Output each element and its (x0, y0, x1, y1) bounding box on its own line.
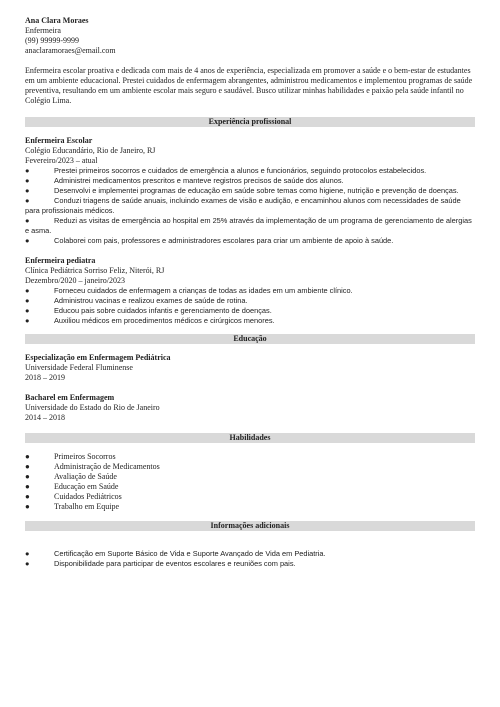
job-title: Enfermeira pediatra (25, 256, 96, 265)
section-header-education: Educação (25, 334, 475, 344)
degree-title: Bacharel em Enfermagem (25, 393, 115, 402)
candidate-phone: (99) 99999-9999 (25, 36, 79, 45)
job-dates: Fevereiro/2023 – atual (25, 156, 98, 165)
education-entry (25, 393, 475, 423)
education-dates: 2014 – 2018 (25, 413, 65, 422)
job-place: Clínica Pediátrica Sorriso Feliz, Niterói, RJ (25, 266, 165, 275)
section-header-additional: Informações adicionais (25, 521, 475, 531)
resume-header (25, 16, 475, 56)
bullet-icon: ● (25, 559, 30, 568)
bullet-icon: ● (25, 502, 30, 511)
section-header-experience: Experiência profissional (25, 117, 475, 127)
candidate-role: Enfermeira (25, 26, 61, 35)
candidate-email[interactable]: anaclaramoraes@email.com (25, 46, 116, 55)
bullet-icon: ● (25, 549, 30, 558)
bullet-icon: ● (25, 196, 30, 205)
candidate-name: Ana Clara Moraes (25, 16, 89, 25)
bullet-icon: ● (25, 216, 30, 225)
resume-page (25, 16, 475, 569)
bullet-icon: ● (25, 186, 30, 195)
list-item: ● Colaborei com pais, professores e administradores escolares para criar um ambiente de apoio à saúde. (25, 236, 394, 245)
list-item: ● Trabalho em Equipe (25, 502, 120, 511)
list-item: ● Conduzi triagens de saúde anuais, incluindo exames de visão e audição, e encaminhou alunos com necessidades de saúde para profissionais médicos. (25, 196, 461, 215)
job-place: Colégio Educandário, Rio de Janeiro, RJ (25, 146, 156, 155)
additional-info-list (25, 549, 475, 569)
bullet-icon: ● (25, 316, 30, 325)
job-dates: Dezembro/2020 – janeiro/2023 (25, 276, 125, 285)
skills-list (25, 452, 475, 512)
list-item: ● Disponibilidade para participar de eventos escolares e reuniões com pais. (25, 559, 296, 568)
degree-title: Especialização em Enfermagem Pediátrica (25, 353, 171, 362)
list-item: ● Auxiliou médicos em procedimentos médicos e cirúrgicos menores. (25, 316, 275, 325)
bullet-icon: ● (25, 296, 30, 305)
list-item: ● Administração de Medicamentos (25, 462, 160, 471)
bullet-icon: ● (25, 462, 30, 471)
list-item: ● Educou pais sobre cuidados infantis e gerenciamento de doenças. (25, 306, 272, 315)
job-entry (25, 136, 475, 246)
section-header-skills: Habilidades (25, 433, 475, 443)
list-item: ● Primeiros Socorros (25, 452, 116, 461)
bullet-icon: ● (25, 492, 30, 501)
list-item: ● Reduzi as visitas de emergência ao hospital em 25% através da implementação de um programa de gerenciamento de alergias e asma. (25, 216, 472, 235)
job-title: Enfermeira Escolar (25, 136, 93, 145)
list-item: ● Desenvolvi e implementei programas de educação em saúde sobre temas como higiene, nutrição e prevenção de doenças. (25, 186, 459, 195)
list-item: ● Prestei primeiros socorros e cuidados de emergência a alunos e funcionários, seguindo protocolos estabelecidos. (25, 166, 427, 175)
education-entry (25, 353, 475, 383)
list-item: ● Certificação em Suporte Básico de Vida e Suporte Avançado de Vida em Pediatria. (25, 549, 326, 558)
education-dates: 2018 – 2019 (25, 373, 65, 382)
list-item: ● Educação em Saúde (25, 482, 119, 491)
school-name: Universidade Federal Fluminense (25, 363, 133, 372)
list-item: ● Administrou vacinas e realizou exames de saúde de rotina. (25, 296, 248, 305)
school-name: Universidade do Estado do Rio de Janeiro (25, 403, 160, 412)
bullet-icon: ● (25, 166, 30, 175)
bullet-icon: ● (25, 452, 30, 461)
list-item: ● Cuidados Pediátricos (25, 492, 122, 501)
bullet-icon: ● (25, 306, 30, 315)
bullet-icon: ● (25, 176, 30, 185)
professional-summary: Enfermeira escolar proativa e dedicada com mais de 4 anos de experiência, especializada em promover a saúde e o bem-estar de estudantes em um ambiente educacional. Prestei cuidados de enfermagem abrangentes, administrou medicamentos e implementou programas de saúde preventiva, resultando em um ambiente escolar mais seguro e saudável. Busco utilizar minhas habilidades e paixão pela saúde infantil no Colégio Lima. (25, 66, 473, 105)
job-duties-list (25, 166, 475, 246)
bullet-icon: ● (25, 482, 30, 491)
job-entry (25, 256, 475, 326)
bullet-icon: ● (25, 236, 30, 245)
bullet-icon: ● (25, 286, 30, 295)
job-duties-list (25, 286, 475, 326)
bullet-icon: ● (25, 472, 30, 481)
list-item: ● Avaliação de Saúde (25, 472, 117, 481)
list-item: ● Administrei medicamentos prescritos e manteve registros precisos de saúde dos alunos. (25, 176, 344, 185)
list-item: ● Forneceu cuidados de enfermagem a crianças de todas as idades em um ambiente clínico. (25, 286, 353, 295)
